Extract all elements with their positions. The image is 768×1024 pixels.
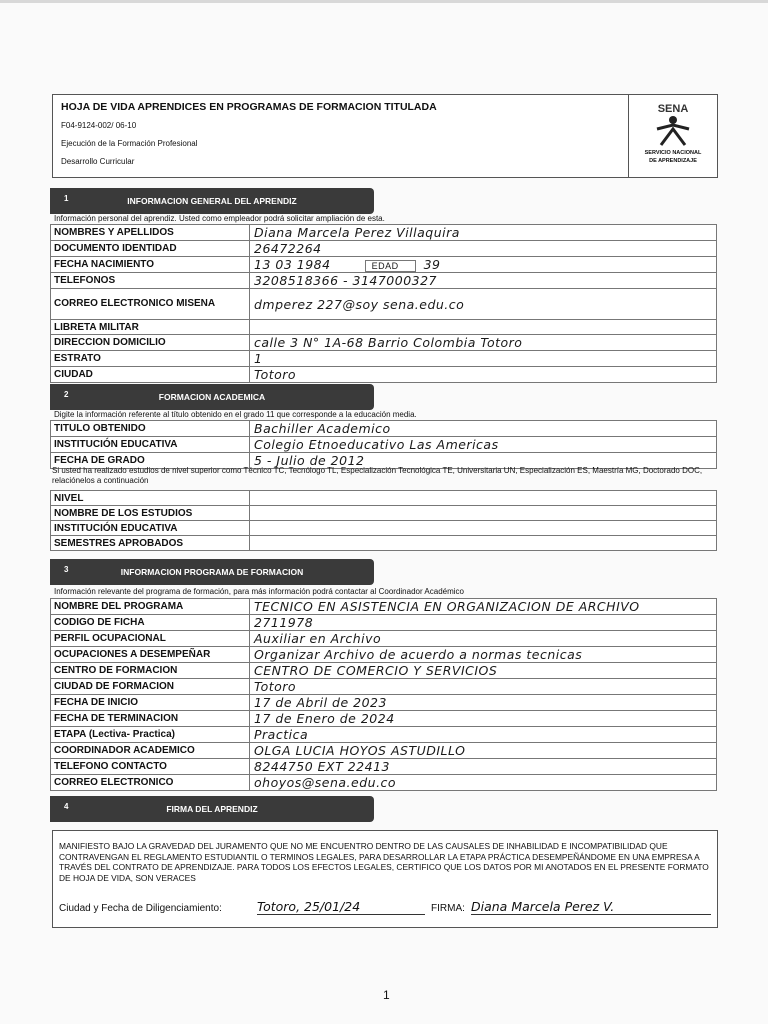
row-semestres: SEMESTRES APROBADOS bbox=[51, 536, 717, 551]
centro-value: CENTRO DE COMERCIO Y SERVICIOS bbox=[250, 663, 717, 679]
edad-label: EDAD bbox=[365, 260, 416, 272]
row-centro: CENTRO DE FORMACION CENTRO DE COMERCIO Y SERVICIOS bbox=[51, 663, 717, 679]
nivel-value bbox=[250, 491, 717, 506]
row-fecha-nacimiento: FECHA NACIMIENTO 13 03 1984 EDAD 39 bbox=[51, 257, 717, 273]
estrato-value: 1 bbox=[250, 351, 717, 367]
row-ocupaciones: OCUPACIONES A DESEMPEÑAR Organizar Archivo de acuerdo a normas tecnicas bbox=[51, 647, 717, 663]
row-institucion-superior: INSTITUCIÓN EDUCATIVA bbox=[51, 521, 717, 536]
row-libreta: LIBRETA MILITAR bbox=[51, 320, 717, 335]
higher-education-table bbox=[50, 490, 717, 551]
direccion-value: calle 3 N° 1A-68 Barrio Colombia Totoro bbox=[250, 335, 717, 351]
documento-value: 26472264 bbox=[250, 241, 717, 257]
place-date-value: Totoro, 25/01/24 bbox=[257, 899, 425, 915]
section1-note: Información personal del aprendiz. Usted como empleador podrá solicitar ampliación de esta. bbox=[54, 214, 385, 223]
nombres-value: Diana Marcela Perez Villaquira bbox=[250, 225, 717, 241]
row-coordinador: COORDINADOR ACADEMICO OLGA LUCIA HOYOS ASTUDILLO bbox=[51, 743, 717, 759]
row-fecha-grado: FECHA DE GRADO 5 - Julio de 2012 bbox=[51, 453, 717, 469]
edad-value: 39 bbox=[423, 257, 441, 272]
row-ciudad: CIUDAD Totoro bbox=[51, 367, 717, 383]
declaration-box bbox=[52, 830, 718, 928]
row-titulo: TITULO OBTENIDO Bachiller Academico bbox=[51, 421, 717, 437]
logo-subtitle: SERVICIO NACIONAL DE APRENDIZAJE bbox=[644, 150, 702, 164]
semestres-value bbox=[250, 536, 717, 551]
titulo-value: Bachiller Academico bbox=[250, 421, 717, 437]
sena-logo bbox=[628, 95, 717, 177]
ciudad-formacion-value: Totoro bbox=[250, 679, 717, 695]
row-telefonos: TELEFONOS 3208518366 - 3147000327 bbox=[51, 273, 717, 289]
signature-label: FIRMA: bbox=[431, 903, 465, 914]
nombre-estudios-value bbox=[250, 506, 717, 521]
row-nombres: NOMBRES Y APELLIDOS Diana Marcela Perez Villaquira bbox=[51, 225, 717, 241]
header-subtitle-1: Ejecución de la Formación Profesional bbox=[61, 139, 198, 148]
row-telefono-contacto: TELEFONO CONTACTO 8244750 EXT 22413 bbox=[51, 759, 717, 775]
sena-emblem-icon bbox=[653, 115, 693, 147]
row-direccion: DIRECCION DOMICILIO calle 3 N° 1A-68 Barrio Colombia Totoro bbox=[51, 335, 717, 351]
page-number: 1 bbox=[383, 988, 390, 1002]
fecha-nacimiento-value: 13 03 1984 bbox=[254, 257, 331, 272]
place-date-label: Ciudad y Fecha de Diligenciamiento: bbox=[59, 903, 222, 914]
document-title: HOJA DE VIDA APRENDICES EN PROGRAMAS DE FORMACION TITULADA bbox=[61, 101, 437, 113]
form-code: F04-9124-002/ 06-10 bbox=[61, 121, 137, 130]
section-header-academic: 2 FORMACION ACADEMICA bbox=[50, 384, 374, 410]
ocupaciones-value: Organizar Archivo de acuerdo a normas tecnicas bbox=[250, 647, 717, 663]
row-perfil: PERFIL OCUPACIONAL Auxiliar en Archivo bbox=[51, 631, 717, 647]
fecha-grado-value: 5 - Julio de 2012 bbox=[250, 453, 717, 469]
row-ciudad-formacion: CIUDAD DE FORMACION Totoro bbox=[51, 679, 717, 695]
section-header-signature: 4 FIRMA DEL APRENDIZ bbox=[50, 796, 374, 822]
row-correo-misena: CORREO ELECTRONICO MISENA dmperez 227@soy sena.edu.co bbox=[51, 289, 717, 320]
higher-education-note: Si usted ha realizado estudios de nivel superior como Técnico TC, Tecnólogo TL, Especialización Tecnológica TE, Universitaria UN, Especialización ES, Maestría MG, Doctorado DOC, relaciónelos a continuación bbox=[52, 466, 703, 485]
header-subtitle-2: Desarrollo Curricular bbox=[61, 157, 135, 166]
telefonos-value: 3208518366 - 3147000327 bbox=[250, 273, 717, 289]
section-header-program: 3 INFORMACION PROGRAMA DE FORMACION bbox=[50, 559, 374, 585]
correo-misena-value: dmperez 227@soy sena.edu.co bbox=[250, 289, 717, 320]
general-info-table bbox=[50, 224, 717, 383]
section-header-general-info: 1 INFORMACION GENERAL DEL APRENDIZ bbox=[50, 188, 374, 214]
institucion-value: Colegio Etnoeducativo Las Americas bbox=[250, 437, 717, 453]
row-etapa: ETAPA (Lectiva- Practica) Practica bbox=[51, 727, 717, 743]
fecha-inicio-value: 17 de Abril de 2023 bbox=[250, 695, 717, 711]
signature-value: Diana Marcela Perez V. bbox=[471, 899, 711, 915]
declaration-text: MANIFIESTO BAJO LA GRAVEDAD DEL JURAMENTO QUE NO ME ENCUENTRO DENTRO DE LAS CAUSALES DE INHABILIDAD E INCOMPATIBILIDAD QUE CONTRAVENGAN EL REGLAMENTO ESTUDIANTIL O TERMINOS LEGALES, PARA DESARROLLAR LA ETAPA PRÁCTICA DESEMPEÑÁNDOME EN UNA EMPRESA A TRAVÉS DEL CONTRATO DE APRENDIZAJE. PARA TODOS LOS EFECTOS LEGALES, CERTIFICO QUE LOS DATOS POR MI ANOTADOS EN EL PRESENTE FORMATO DE HOJA DE VIDA, SON VERACES bbox=[59, 841, 709, 883]
section2-note: Digite la información referente al título obtenido en el grado 11 que corresponde a la educación media. bbox=[54, 410, 417, 419]
row-fecha-inicio: FECHA DE INICIO 17 de Abril de 2023 bbox=[51, 695, 717, 711]
row-institucion: INSTITUCIÓN EDUCATIVA Colegio Etnoeducativo Las Americas bbox=[51, 437, 717, 453]
section3-note: Información relevante del programa de formación, para más información podrá contactar al Coordinador Académico bbox=[54, 587, 464, 596]
fecha-terminacion-value: 17 de Enero de 2024 bbox=[250, 711, 717, 727]
coordinador-value: OLGA LUCIA HOYOS ASTUDILLO bbox=[250, 743, 717, 759]
row-codigo-ficha: CODIGO DE FICHA 2711978 bbox=[51, 615, 717, 631]
row-documento: DOCUMENTO IDENTIDAD 26472264 bbox=[51, 241, 717, 257]
institucion-superior-value bbox=[250, 521, 717, 536]
row-correo-coordinador: CORREO ELECTRONICO ohoyos@sena.edu.co bbox=[51, 775, 717, 791]
correo-coordinador-value: ohoyos@sena.edu.co bbox=[250, 775, 717, 791]
ciudad-value: Totoro bbox=[250, 367, 717, 383]
page-top-edge bbox=[0, 0, 768, 3]
academic-table bbox=[50, 420, 717, 469]
row-nombre-programa: NOMBRE DEL PROGRAMA TECNICO EN ASISTENCIA EN ORGANIZACION DE ARCHIVO bbox=[51, 599, 717, 615]
document-header bbox=[52, 94, 718, 178]
libreta-value bbox=[250, 320, 717, 335]
perfil-value: Auxiliar en Archivo bbox=[250, 631, 717, 647]
nombre-programa-value: TECNICO EN ASISTENCIA EN ORGANIZACION DE ARCHIVO bbox=[250, 599, 717, 615]
row-fecha-terminacion: FECHA DE TERMINACION 17 de Enero de 2024 bbox=[51, 711, 717, 727]
logo-text: SENA bbox=[657, 103, 689, 115]
row-estrato: ESTRATO 1 bbox=[51, 351, 717, 367]
etapa-value: Practica bbox=[250, 727, 717, 743]
telefono-contacto-value: 8244750 EXT 22413 bbox=[250, 759, 717, 775]
codigo-ficha-value: 2711978 bbox=[250, 615, 717, 631]
row-nombre-estudios: NOMBRE DE LOS ESTUDIOS bbox=[51, 506, 717, 521]
row-nivel: NIVEL bbox=[51, 491, 717, 506]
program-table bbox=[50, 598, 717, 791]
